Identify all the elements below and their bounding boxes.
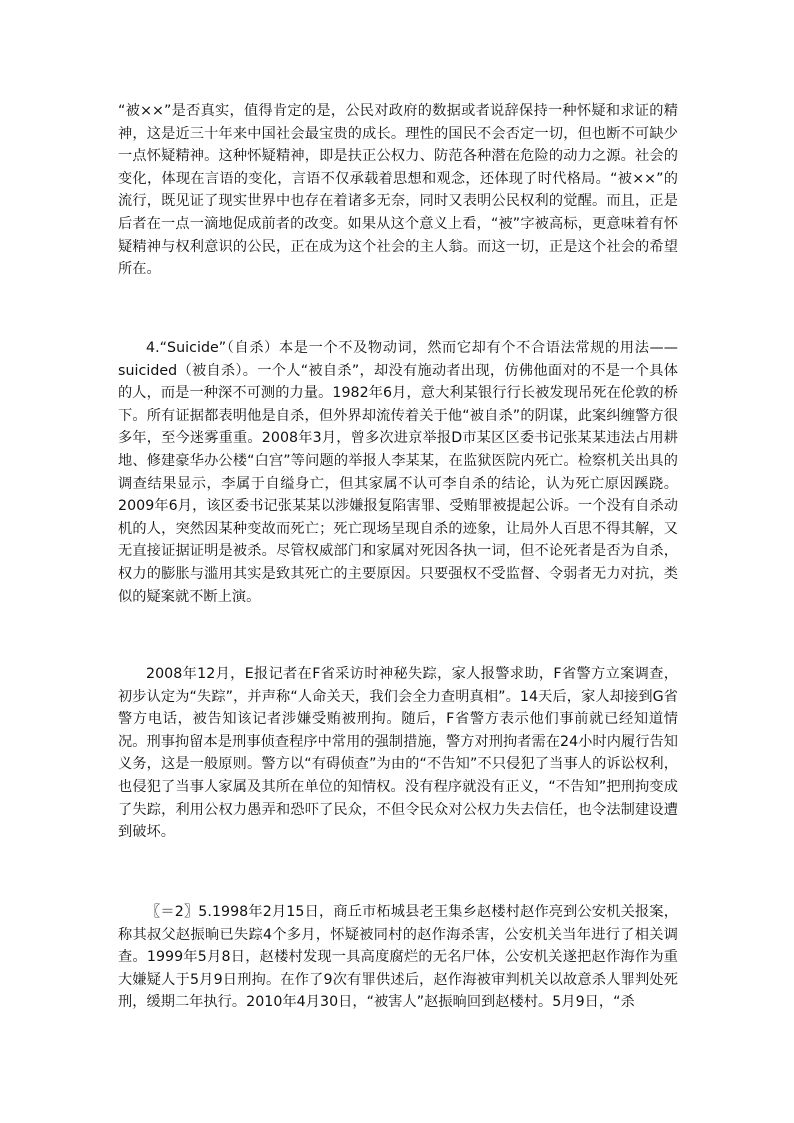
- paragraph-skepticism: “被××”是否真实，值得肯定的是，公民对政府的数据或者说辞保持一种怀疑和求证的精神，这是近三十年来中国社会最宝贵的成长。理性的国民不会否定一切，但也断不可缺少一点怀疑精神。这种怀疑精神，即是扶正公权力、防范各种潜在危险的动力之源。社会的变化，体现在言语的变化，言语不仅承载着思想和观念，还体现了时代格局。“被××”的流行，既见证了现实世界中也存在着诸多无奈，同时又表明公民权利的觉醒。而且，正是后者在一点一滴地促成前者的改变。如果从这个意义上看，“被”字被高标，更意味着有怀疑精神与权利意识的公民，正在成为这个社会的主人翁。而这一切，正是这个社会的希望所在。: [118, 103, 678, 278]
- paragraph-suicided: 4.“Suicide”（自杀）本是一个不及物动词，然而它却有个不合语法常规的用法——suicided（被自杀）。一个人“被自杀”，却没有施动者出现，仿佛他面对的不是一个具体的人，而是一种深不可测的力量。1982年6月，意大利某银行行长被发现吊死在伦敦的桥下。所有证据都表明他是自杀，但外界却流传着关于他“被自杀”的阴谋，此案纠缠警方很多年，至今迷雾重重。2008年3月，曾多次进京举报D市某区区委书记张某某违法占用耕地、修建豪华办公楼“白宫”等问题的举报人李某某，在监狱医院内死亡。检察机关出具的调查结果显示，李属于自缢身亡，但其家属不认可李自杀的结论，认为死亡原因蹊跷。2009年6月，该区委书记张某某以涉嫌报复陷害罪、受贿罪被提起公诉。一个没有自杀动机的人，突然因某种变故而死亡；死亡现场呈现自杀的迹象，让局外人百思不得其解，又无直接证据证明是被杀。尽管权威部门和家属对死因各执一词，但不论死者是否为自杀，权力的膨胀与滥用其实是致其死亡的主要原因。只要强权不受监督、令弱者无力对抗，类似的疑案就不断上演。: [118, 340, 678, 605]
- paragraph-zhao-zuohai-case: 〖＝2〗5.1998年2月15日，商丘市柘城县老王集乡赵楼村赵作亮到公安机关报案，称其叔父赵振晌已失踪4个多月，怀疑被同村的赵作海杀害，公安机关当年进行了相关调查。1999年5月8日，赵楼村发现一具高度腐烂的无名尸体，公安机关遂把赵作海作为重大嫌疑人于5月9日刑拘。在作了9次有罪供述后，赵作海被审判机关以故意杀人罪判处死刑，缓期二年执行。2010年4月30日，“被害人”赵振晌回到赵楼村。5月9日，“杀: [118, 904, 678, 1011]
- paragraph-reporter-missing: 2008年12月，E报记者在F省采访时神秘失踪，家人报警求助，F省警方立案调查，初步认定为“失踪”，并声称“人命关天，我们会全力查明真相”。14天后，家人却接到G省警方电话，被告知该记者涉嫌受贿被刑拘。随后，F省警方表示他们事前就已经知道情况。刑事拘留本是刑事侦查程序中常用的强制措施，警方对刑拘者需在24小时内履行告知义务，这是一般原则。警方以“有碍侦查”为由的“不告知”不只侵犯了当事人的诉讼权利，也侵犯了当事人家属及其所在单位的知情权。没有程序就没有正义，“不告知”把刑拘变成了失踪，利用公权力愚弄和恐吓了民众，不但令民众对公权力失去信任，也令法制建设遭到破坏。: [118, 666, 678, 841]
